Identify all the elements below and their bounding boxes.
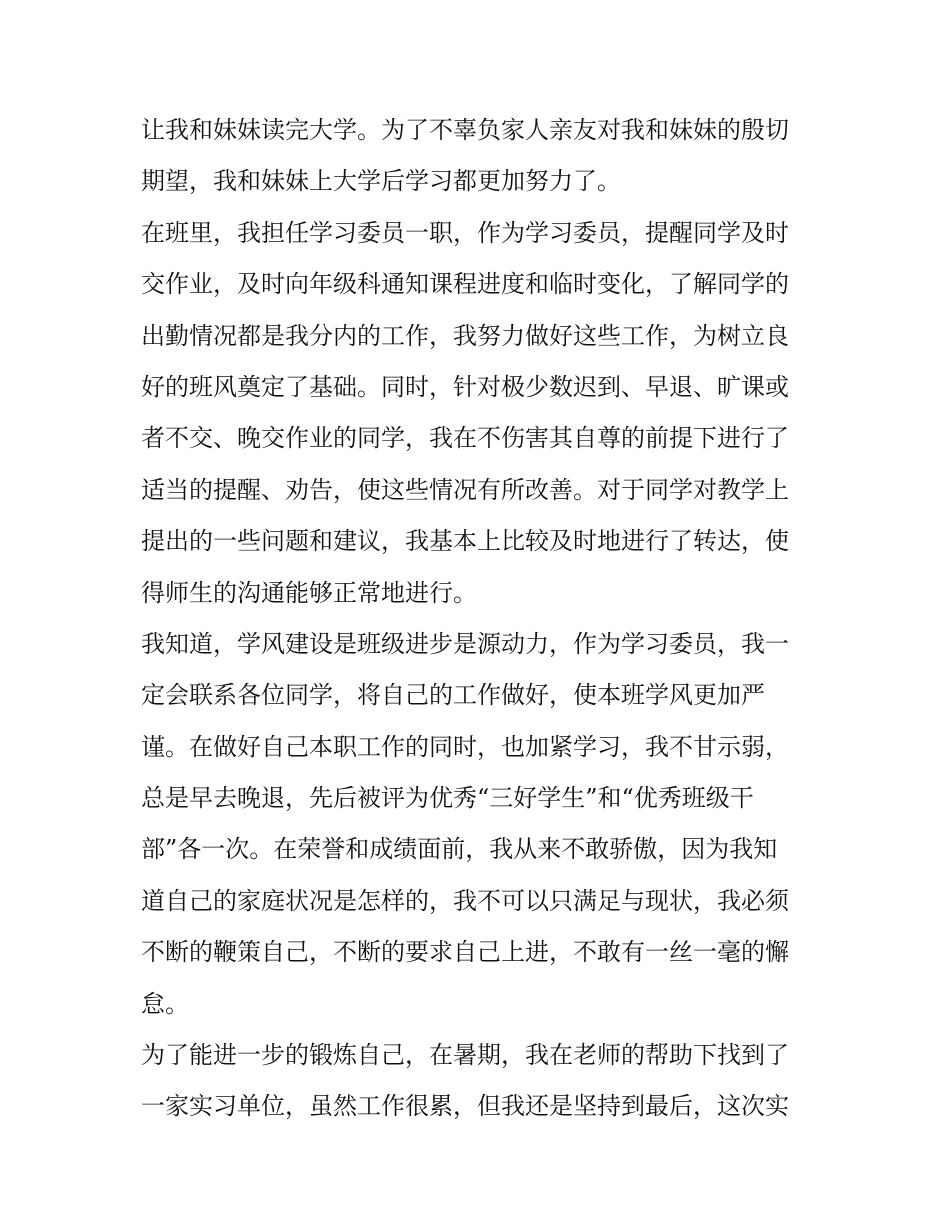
text-line: 怠。 xyxy=(141,989,189,1018)
text-line: 交作业，及时向年级科通知课程进度和临时变化，了解同学的 xyxy=(141,270,789,299)
text-line: 不断的鞭策自己，不断的要求自己上进，不敢有一丝一毫的懈 xyxy=(141,938,789,967)
text-line: 期望，我和妹妹上大学后学习都更加努力了。 xyxy=(141,167,621,196)
text-line: 我知道，学风建设是班级进步是源动力，作为学习委员，我一 xyxy=(141,629,789,658)
text-line: 者不交、晚交作业的同学，我在不伤害其自尊的前提下进行了 xyxy=(141,424,789,453)
text-line: 好的班风奠定了基础。同时，针对极少数迟到、早退、旷课或 xyxy=(141,372,789,401)
text-line: 为了能进一步的锻炼自己，在暑期，我在老师的帮助下找到了 xyxy=(141,1041,789,1070)
text-line: 适当的提醒、劝告，使这些情况有所改善。对于同学对教学上 xyxy=(141,475,789,504)
document-body xyxy=(141,105,821,1133)
text-line: 让我和妹妹读完大学。为了不辜负家人亲友对我和妹妹的殷切 xyxy=(141,116,789,144)
text-line: 道自己的家庭状况是怎样的，我不可以只满足与现状，我必须 xyxy=(141,886,789,915)
text-line: 在班里，我担任学习委员一职，作为学习委员，提醒同学及时 xyxy=(141,218,789,247)
text-line: 提出的一些问题和建议，我基本上比较及时地进行了转达，使 xyxy=(141,527,789,556)
text-line: 一家实习单位，虽然工作很累，但我还是坚持到最后，这次实 xyxy=(141,1092,789,1121)
text-line: 部”各一次。在荣誉和成绩面前，我从来不敢骄傲，因为我知 xyxy=(141,835,778,864)
text-line: 得师生的沟通能够正常地进行。 xyxy=(141,578,477,607)
text-line: 总是早去晚退，先后被评为优秀“三好学生”和“优秀班级干 xyxy=(141,784,754,813)
text-line: 谨。在做好自己本职工作的同时，也加紧学习，我不甘示弱， xyxy=(141,732,789,761)
text-line: 定会联系各位同学，将自己的工作做好，使本班学风更加严 xyxy=(141,681,765,710)
text-line: 出勤情况都是我分内的工作，我努力做好这些工作，为树立良 xyxy=(141,321,789,350)
